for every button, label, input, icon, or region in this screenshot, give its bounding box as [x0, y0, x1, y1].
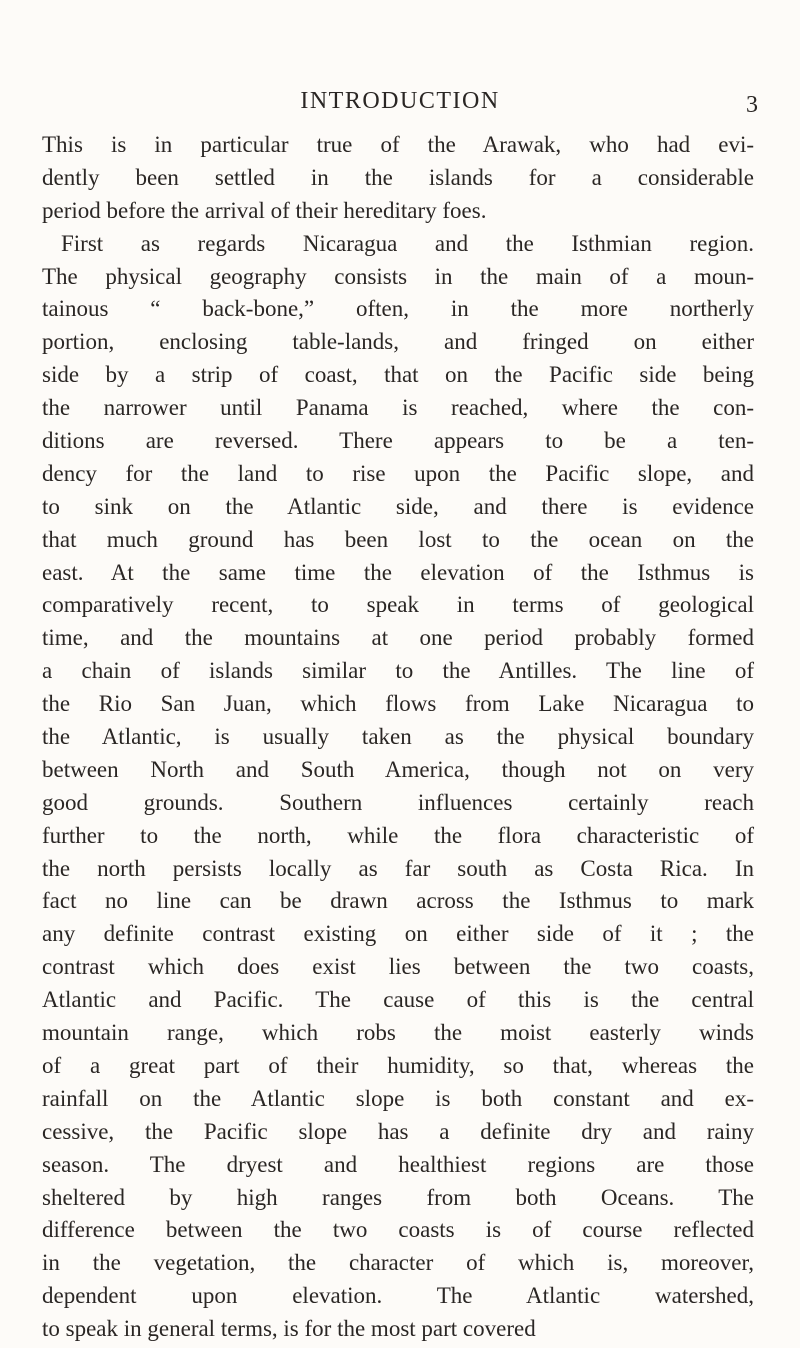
- text-line: This is in particular true of the Arawak, who had evi-: [42, 132, 754, 157]
- text-line: side by a strip of coast, that on the Pacific side being: [42, 362, 754, 388]
- text-line: dently been settled in the islands for a considerable: [42, 164, 754, 190]
- text-line: cessive, the Pacific slope has a definite dry and rainy: [42, 1118, 754, 1144]
- text-line: between North and South America, though not on very: [42, 756, 754, 782]
- text-line: to speak in general terms, is for the most part covered: [42, 1316, 536, 1342]
- text-line: a chain of islands similar to the Antilles. The line of: [42, 658, 754, 684]
- body-text: [42, 129, 754, 1346]
- text-line: time, and the mountains at one period probably formed: [42, 625, 754, 651]
- text-line: any definite contrast existing on either side of it ; the: [42, 921, 754, 947]
- text-line: First as regards Nicaragua and the Isthmian region.: [61, 230, 754, 256]
- text-line: east. At the same time the elevation of the Isthmus is: [42, 559, 754, 585]
- text-line: contrast which does exist lies between the two coasts,: [42, 954, 754, 980]
- text-line: fact no line can be drawn across the Isthmus to mark: [42, 888, 754, 914]
- running-head: [0, 86, 800, 116]
- page-number: 3: [746, 92, 758, 118]
- text-line: Atlantic and Pacific. The cause of this is the central: [42, 987, 754, 1013]
- text-line: season. The dryest and healthiest regions are those: [42, 1151, 754, 1177]
- text-line: period before the arrival of their hereditary foes.: [42, 197, 487, 223]
- text-line: rainfall on the Atlantic slope is both constant and ex-: [42, 1085, 754, 1111]
- text-line: the Atlantic, is usually taken as the physical boundary: [42, 724, 754, 750]
- text-line: portion, enclosing table-lands, and fringed on either: [42, 329, 754, 355]
- text-line: sheltered by high ranges from both Oceans. The: [42, 1184, 754, 1210]
- text-line: The physical geography consists in the main of a moun-: [42, 263, 754, 289]
- text-line: further to the north, while the flora characteristic of: [42, 822, 754, 848]
- running-title: INTRODUCTION: [300, 88, 500, 114]
- text-line: in the vegetation, the character of which is, moreover,: [42, 1250, 754, 1276]
- text-line: the north persists locally as far south as Costa Rica. In: [42, 855, 754, 881]
- text-line: of a great part of their humidity, so that, whereas the: [42, 1052, 754, 1078]
- text-line: comparatively recent, to speak in terms of geological: [42, 592, 754, 618]
- text-line: mountain range, which robs the moist easterly winds: [42, 1020, 754, 1046]
- text-line: the Rio San Juan, which flows from Lake Nicaragua to: [42, 691, 754, 717]
- text-line: tainous “ back-bone,” often, in the more northerly: [42, 296, 754, 322]
- text-line: dency for the land to rise upon the Pacific slope, and: [42, 460, 754, 486]
- text-line: difference between the two coasts is of course reflected: [42, 1217, 754, 1243]
- text-line: good grounds. Southern influences certainly reach: [42, 789, 754, 815]
- text-line: that much ground has been lost to the ocean on the: [42, 526, 754, 552]
- text-line: to sink on the Atlantic side, and there is evidence: [42, 493, 754, 519]
- text-line: ditions are reversed. There appears to be a ten-: [42, 428, 754, 454]
- text-line: dependent upon elevation. The Atlantic watershed,: [42, 1283, 754, 1309]
- text-line: the narrower until Panama is reached, where the con-: [42, 395, 754, 421]
